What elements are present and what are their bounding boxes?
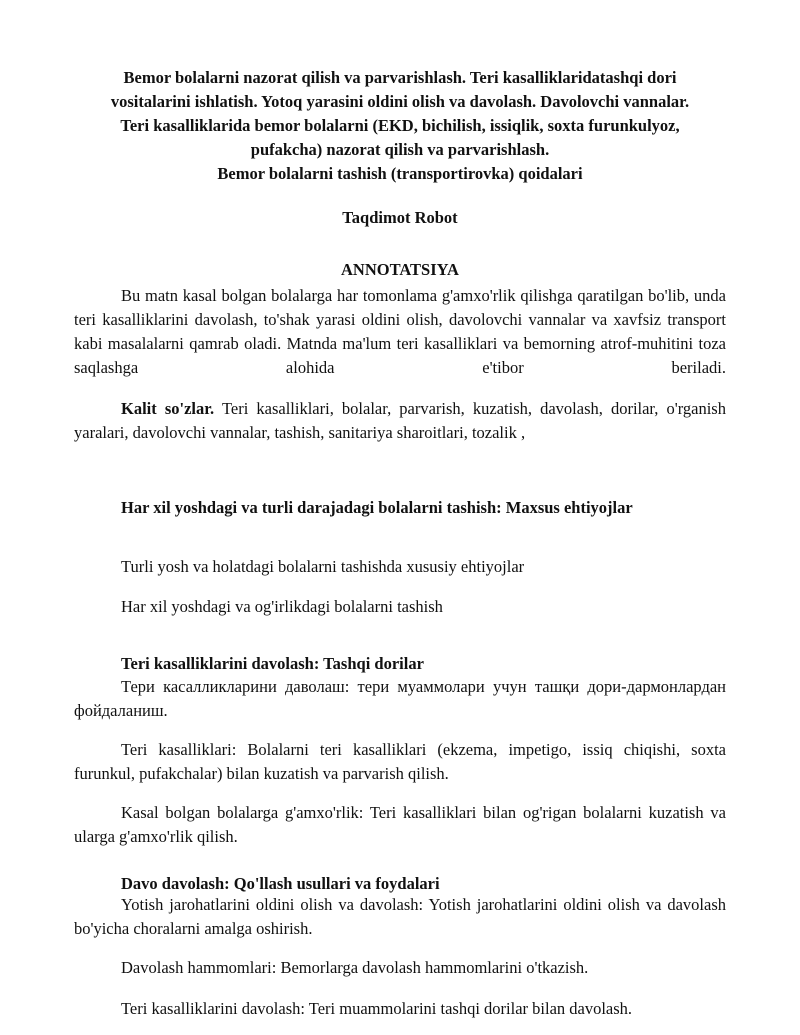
section-paragraph: Kasal bolgan bolalarga g'amxo'rlik: Teri kasalliklari bilan og'rigan bolalarni kuzatish va ularga g'amxo'rlik qilish. xyxy=(74,803,726,846)
section-line: Har xil yoshdagi va og'irlikdagi bolalarni tashish xyxy=(121,597,443,616)
title-line: Teri kasalliklarida bemor bolalarni (EKD, bichilish, issiqlik, soxta furunkulyoz, xyxy=(120,116,680,135)
title-line: Bemor bolalarni tashish (transportirovka) qoidalari xyxy=(217,164,583,183)
section-line: Turli yosh va holatdagi bolalarni tashishda xususiy ehtiyojlar xyxy=(121,557,525,576)
document-title xyxy=(70,66,730,186)
section-heading-therapy: Davo davolash: Qo'llash usullari va foydalari xyxy=(121,874,440,893)
annotation-heading: ANNOTATSIYA xyxy=(341,260,459,279)
title-line: vositalarini ishlatish. Yotoq yarasini oldini olish va davolash. Davolovchi vannalar. xyxy=(110,92,690,111)
keywords-label: Kalit so'zlar. xyxy=(121,399,215,418)
section-paragraph: Тери касалликларини даволаш: тери муаммолари учун ташқи дори-дармонлардан фойдаланиш. xyxy=(74,677,726,720)
title-line: Bemor bolalarni nazorat qilish va parvarishlash. Teri kasalliklaridatashqi dori xyxy=(123,68,677,87)
section-paragraph: Davolash hammomlari: Bemorlarga davolash hammomlarini o'tkazish. xyxy=(121,958,589,977)
section-paragraph: Yotish jarohatlarini oldini olish va davolash: Yotish jarohatlarini oldini olish va davolash bo'yicha choralarni amalga oshirish. xyxy=(74,895,726,938)
section-heading-transport: Har xil yoshdagi va turli darajadagi bolalarni tashish: Maxsus ehtiyojlar xyxy=(121,498,633,517)
keywords-paragraph xyxy=(74,397,726,445)
section-paragraph: Teri kasalliklarini davolash: Teri muammolarini tashqi dorilar bilan davolash. xyxy=(121,999,633,1018)
author: Taqdimot Robot xyxy=(342,208,458,227)
annotation-text: Bu matn kasal bolgan bolalarga har tomonlama g'amxo'rlik qilishga qaratilgan bo'lib, unda teri kasalliklarini davolash, to'shak yarasi oldini olish, davolovchi vannalar va xavfsiz transport kabi masalalarni qamrab oladi. Matnda ma'lum teri kasalliklari va bemorning atrof-muhitini toza saqlashga alohida e'tibor beriladi. xyxy=(74,286,726,377)
title-line: pufakcha) nazorat qilish va parvarishlash. xyxy=(250,140,550,159)
section-heading-skin-treatment: Teri kasalliklarini davolash: Tashqi dorilar xyxy=(121,654,424,673)
section-paragraph: Teri kasalliklari: Bolalarni teri kasalliklari (ekzema, impetigo, issiq chiqishi, soxta furunkul, pufakchalar) bilan kuzatish va parvarish qilish. xyxy=(74,740,726,783)
keywords-text: Teri kasalliklari, bolalar, parvarish, kuzatish, davolash, dorilar, o'rganish yaralari, davolovchi vannalar, tashish, sanitariya sharoitlari, tozalik , xyxy=(74,399,726,442)
